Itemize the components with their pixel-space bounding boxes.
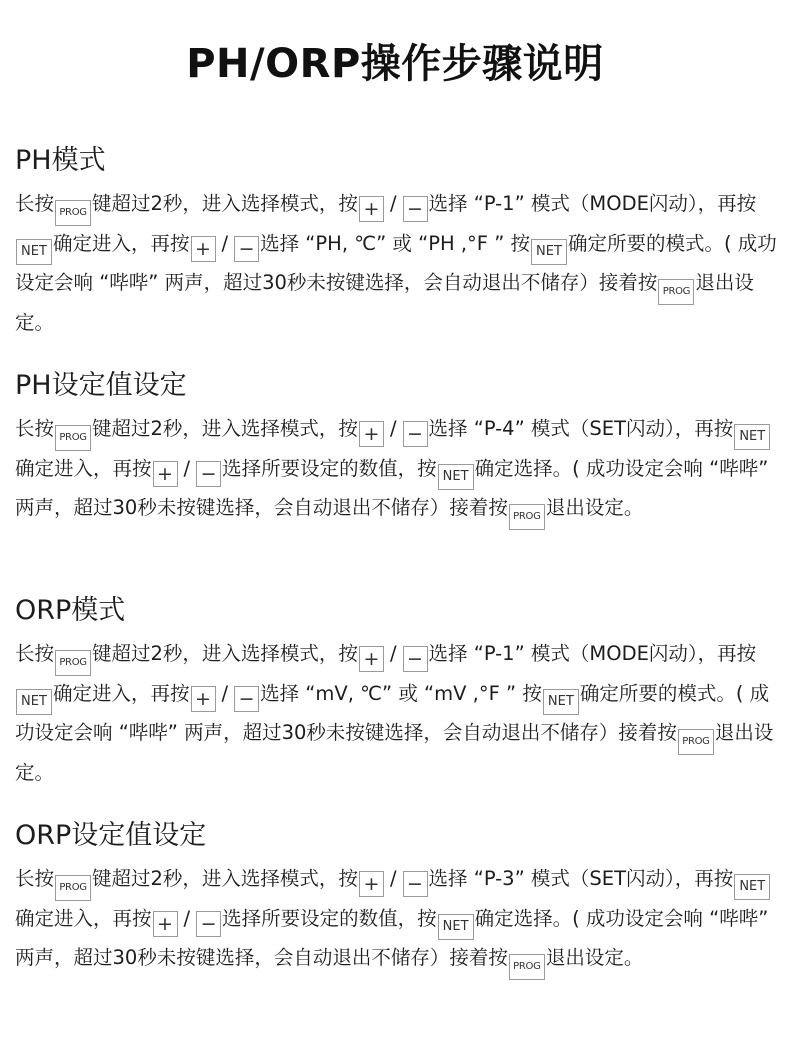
page-title: PH/ORP操作步骤说明 [186, 41, 604, 87]
instruction-text: 选择 “mV, ℃” 或 “mV ,°F ” 按 [260, 682, 542, 705]
instruction-text: 选择所要设定的数值，按 [222, 457, 437, 480]
instruction-text: 退出设定。 [15, 271, 754, 334]
net-key-icon: NET [531, 239, 567, 265]
section-ph-mode [15, 143, 785, 341]
instruction-text: 确定进入，再按 [15, 457, 152, 480]
prog-key-icon: PROG [678, 729, 714, 755]
section-ph-setpoint [15, 368, 785, 530]
instruction-paragraph [15, 861, 785, 980]
slash-separator: / [183, 907, 191, 930]
instruction-text: 选择 “P-3” 模式（SET闪动），再按 [428, 867, 734, 890]
minus-key-icon: − [234, 686, 259, 712]
prog-key-icon: PROG [55, 425, 91, 451]
instruction-text: 确定进入，再按 [53, 682, 190, 705]
instruction-text: 键超过2秒，进入选择模式，按 [92, 417, 358, 440]
net-key-icon: NET [734, 424, 770, 450]
net-key-icon: NET [438, 464, 474, 490]
prog-key-icon: PROG [509, 504, 545, 530]
slash-separator: / [183, 457, 191, 480]
instruction-paragraph [15, 636, 785, 791]
instruction-text: 退出设定。 [545, 946, 644, 969]
instruction-paragraph [15, 411, 785, 530]
instruction-text: 选择 “P-1” 模式（MODE闪动），再按 [428, 642, 757, 665]
instruction-text: 长按 [15, 192, 55, 215]
plus-key-icon: + [153, 911, 178, 937]
section-orp-mode [15, 593, 785, 791]
net-key-icon: NET [16, 689, 52, 715]
instruction-text: 选择所要设定的数值，按 [222, 907, 437, 930]
section-heading: ORP设定值设定 [15, 820, 207, 851]
plus-key-icon: + [191, 236, 216, 262]
instruction-text: 退出设定。 [15, 721, 774, 784]
slash-separator: / [221, 232, 229, 255]
prog-key-icon: PROG [55, 200, 91, 226]
slash-separator: / [389, 642, 397, 665]
minus-key-icon: − [234, 236, 259, 262]
instruction-text: 确定进入，再按 [53, 232, 190, 255]
minus-key-icon: − [403, 196, 428, 222]
net-key-icon: NET [543, 689, 579, 715]
instruction-text: 选择 “P-1” 模式（MODE闪动），再按 [428, 192, 757, 215]
instruction-text: 确定选择。( 成功设定会响 “哔哔” 两声，超过30秒未按键选择，会自动退出不储存）接着按 [15, 907, 769, 969]
minus-key-icon: − [196, 461, 221, 487]
plus-key-icon: + [359, 196, 384, 222]
plus-key-icon: + [153, 461, 178, 487]
plus-key-icon: + [359, 421, 384, 447]
instruction-paragraph [15, 186, 785, 341]
instruction-text: 确定所要的模式。( 成功设定会响 “哔哔” 两声，超过30秒未按键选择，会自动退出不储存）接着按 [15, 232, 777, 294]
prog-key-icon: PROG [658, 279, 694, 305]
prog-key-icon: PROG [509, 954, 545, 980]
instruction-text: 键超过2秒，进入选择模式，按 [92, 192, 358, 215]
instruction-text: 确定所要的模式。( 成功设定会响 “哔哔” 两声，超过30秒未按键选择，会自动退出不储存）接着按 [15, 682, 770, 744]
slash-separator: / [389, 867, 397, 890]
instruction-text: 选择 “P-4” 模式（SET闪动），再按 [428, 417, 734, 440]
section-heading: ORP模式 [15, 595, 126, 626]
minus-key-icon: − [403, 871, 428, 897]
plus-key-icon: + [191, 686, 216, 712]
section-heading: PH设定值设定 [15, 370, 187, 401]
section-orp-setpoint [15, 818, 785, 980]
instruction-text: 键超过2秒，进入选择模式，按 [92, 642, 358, 665]
minus-key-icon: − [403, 646, 428, 672]
minus-key-icon: − [403, 421, 428, 447]
slash-separator: / [221, 682, 229, 705]
instruction-text: 长按 [15, 867, 55, 890]
slash-separator: / [389, 417, 397, 440]
prog-key-icon: PROG [55, 650, 91, 676]
net-key-icon: NET [734, 874, 770, 900]
instruction-text: 长按 [15, 417, 55, 440]
net-key-icon: NET [16, 239, 52, 265]
instruction-text: 长按 [15, 642, 55, 665]
plus-key-icon: + [359, 646, 384, 672]
section-heading: PH模式 [15, 145, 106, 176]
prog-key-icon: PROG [55, 875, 91, 901]
instruction-text: 确定选择。( 成功设定会响 “哔哔” 两声，超过30秒未按键选择，会自动退出不储存）接着按 [15, 457, 769, 519]
instruction-text: 退出设定。 [545, 496, 644, 519]
instruction-text: 确定进入，再按 [15, 907, 152, 930]
plus-key-icon: + [359, 871, 384, 897]
slash-separator: / [389, 192, 397, 215]
net-key-icon: NET [438, 914, 474, 940]
instruction-text: 选择 “PH, ℃” 或 “PH ,°F ” 按 [260, 232, 530, 255]
instruction-text: 键超过2秒，进入选择模式，按 [92, 867, 358, 890]
minus-key-icon: − [196, 911, 221, 937]
